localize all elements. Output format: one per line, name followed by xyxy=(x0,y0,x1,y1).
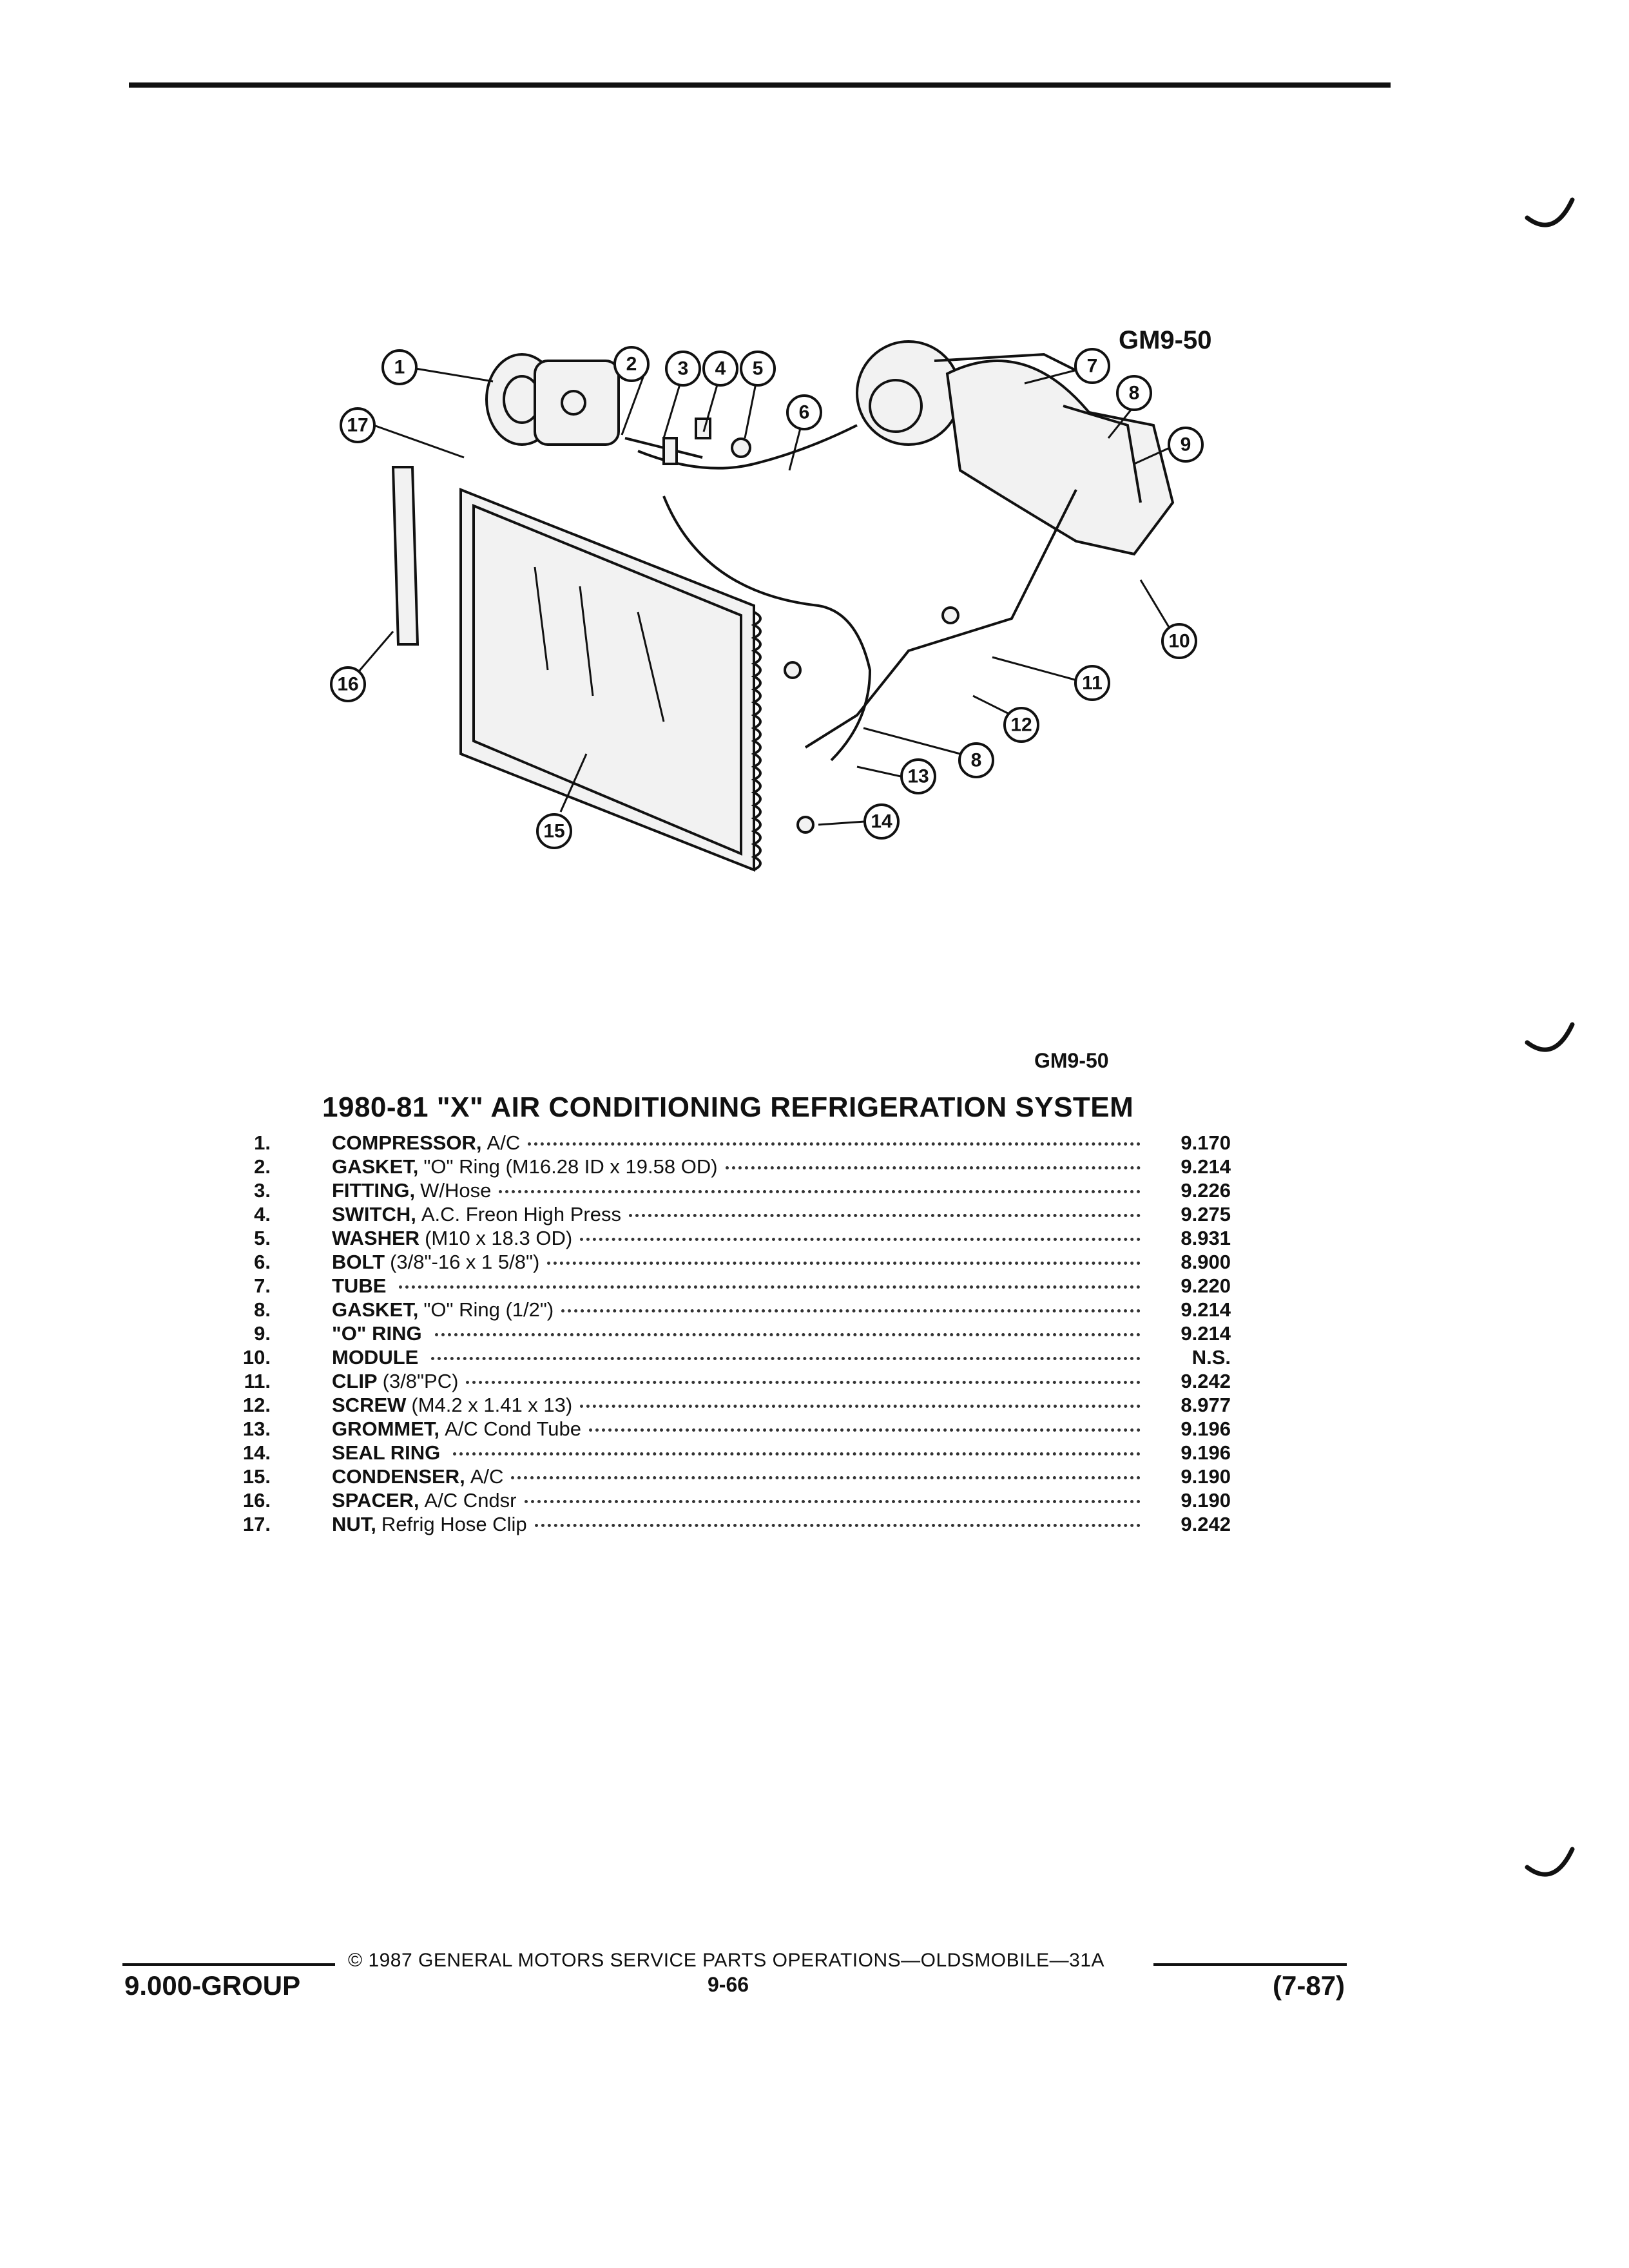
diagram-reference-code: GM9-50 xyxy=(1119,326,1212,354)
item-name: SPACER, xyxy=(332,1489,419,1512)
item-name: BOLT xyxy=(332,1251,385,1273)
item-name: CLIP xyxy=(332,1370,378,1392)
callout-label: 5 xyxy=(752,358,764,380)
parts-list-row xyxy=(213,1465,1231,1489)
parts-list xyxy=(213,1131,1231,1537)
item-detail: (M10 x 18.3 OD) xyxy=(425,1227,573,1249)
copyright-notice: © 1987 GENERAL MOTORS SERVICE PARTS OPERATIONS—OLDSMOBILE—31A xyxy=(348,1950,1105,1971)
item-name: SEAL RING xyxy=(332,1441,441,1464)
callout-4 xyxy=(704,352,737,385)
callout-label: 12 xyxy=(1010,714,1032,736)
callout-5 xyxy=(741,352,775,385)
module-illustration xyxy=(857,341,1173,554)
item-description xyxy=(332,1465,1141,1488)
item-number: 2. xyxy=(254,1155,271,1178)
item-number: 17. xyxy=(242,1513,271,1535)
item-detail: A/C xyxy=(470,1465,504,1488)
callout-label: 7 xyxy=(1086,355,1098,377)
compressor-illustration xyxy=(487,354,619,445)
parts-list-row xyxy=(213,1298,1231,1322)
parts-list-row xyxy=(213,1394,1231,1418)
item-name: GASKET, xyxy=(332,1298,419,1321)
callout-12 xyxy=(1005,708,1038,742)
item-name: COMPRESSOR, xyxy=(332,1131,482,1154)
group-number: 9.214 xyxy=(1181,1322,1231,1345)
item-detail: (3/8"-16 x 1 5/8") xyxy=(390,1251,540,1273)
item-number: 16. xyxy=(242,1489,271,1512)
item-description xyxy=(332,1394,1141,1417)
item-number: 10. xyxy=(242,1346,271,1369)
group-number: 9.214 xyxy=(1181,1155,1231,1178)
dot-leader xyxy=(629,1214,1141,1217)
callout-label: 9 xyxy=(1180,434,1191,456)
callout-15 xyxy=(537,814,571,848)
callout-label: 4 xyxy=(715,358,726,380)
callout-16 xyxy=(331,668,365,701)
item-description xyxy=(332,1251,1141,1274)
dot-leader xyxy=(528,1142,1141,1146)
dot-leader xyxy=(547,1262,1141,1265)
group-number: 9.275 xyxy=(1181,1203,1231,1225)
revision-date: (7-87) xyxy=(1273,1970,1345,2001)
parts-list-row xyxy=(213,1227,1231,1251)
dot-leader xyxy=(399,1285,1141,1289)
spacer-illustration xyxy=(393,467,418,644)
group-number: 9.242 xyxy=(1181,1513,1231,1535)
item-detail: "O" Ring (1/2") xyxy=(423,1298,554,1321)
footer-rule-right xyxy=(1153,1963,1347,1966)
group-label: 9.000-GROUP xyxy=(124,1970,301,2001)
group-number: 9.214 xyxy=(1181,1298,1231,1321)
group-number: N.S. xyxy=(1191,1346,1231,1369)
parts-list-row xyxy=(213,1513,1231,1537)
binder-mark-icon xyxy=(1522,1843,1586,1894)
group-number: 9.190 xyxy=(1181,1489,1231,1512)
item-number: 14. xyxy=(242,1441,271,1464)
item-description xyxy=(332,1489,1141,1512)
callout-label: 8 xyxy=(970,749,982,771)
item-number: 5. xyxy=(254,1227,271,1249)
callout-6 xyxy=(787,396,821,429)
item-number: 3. xyxy=(254,1179,271,1202)
group-number: 9.226 xyxy=(1181,1179,1231,1202)
item-detail: A/C Cond Tube xyxy=(445,1418,582,1440)
item-detail: W/Hose xyxy=(420,1179,492,1202)
callout-label: 2 xyxy=(626,353,637,375)
callout-label: 1 xyxy=(394,356,405,378)
dot-leader xyxy=(726,1166,1141,1169)
binder-mark-icon xyxy=(1522,1018,1586,1070)
group-number: 8.977 xyxy=(1181,1394,1231,1416)
parts-list-row xyxy=(213,1418,1231,1441)
dot-leader xyxy=(561,1309,1141,1312)
item-description xyxy=(332,1179,1141,1202)
item-detail: "O" Ring (M16.28 ID x 19.58 OD) xyxy=(423,1155,718,1178)
parts-list-row xyxy=(213,1251,1231,1274)
callout-label: 17 xyxy=(347,414,369,436)
callout-14 xyxy=(865,805,898,838)
dot-leader xyxy=(499,1190,1141,1193)
parts-list-row xyxy=(213,1322,1231,1346)
parts-list-row xyxy=(213,1441,1231,1465)
dot-leader xyxy=(431,1357,1141,1360)
callout-7 xyxy=(1075,349,1109,383)
dot-leader xyxy=(435,1333,1141,1336)
callout-label: 16 xyxy=(337,673,359,695)
item-description xyxy=(332,1370,1141,1393)
group-number: 9.242 xyxy=(1181,1370,1231,1392)
callout-label: 13 xyxy=(907,765,929,787)
group-number: 9.190 xyxy=(1181,1465,1231,1488)
item-description xyxy=(332,1322,1141,1345)
dot-leader xyxy=(453,1452,1141,1456)
parts-list-row xyxy=(213,1346,1231,1370)
top-rule xyxy=(129,82,1391,88)
item-number: 7. xyxy=(254,1274,271,1297)
parts-list-row xyxy=(213,1274,1231,1298)
item-detail: (M4.2 x 1.41 x 13) xyxy=(411,1394,573,1416)
callout-11 xyxy=(1075,666,1109,700)
group-number: 8.931 xyxy=(1181,1227,1231,1249)
item-number: 8. xyxy=(254,1298,271,1321)
item-detail: A.C. Freon High Press xyxy=(421,1203,621,1225)
dot-leader xyxy=(589,1428,1141,1432)
item-description xyxy=(332,1131,1141,1155)
exploded-parts-diagram xyxy=(303,309,1269,928)
callout-3 xyxy=(666,352,700,385)
item-number: 4. xyxy=(254,1203,271,1225)
item-description xyxy=(332,1418,1141,1441)
group-number: 9.196 xyxy=(1181,1418,1231,1440)
item-name: TUBE xyxy=(332,1274,387,1297)
parts-list-row xyxy=(213,1489,1231,1513)
item-name: NUT, xyxy=(332,1513,376,1535)
callout-8-bottom xyxy=(959,744,993,777)
group-number: 8.900 xyxy=(1181,1251,1231,1273)
callout-10 xyxy=(1162,624,1196,658)
callout-8-top xyxy=(1117,376,1151,410)
parts-list-row xyxy=(213,1131,1231,1155)
group-number: 9.170 xyxy=(1181,1131,1231,1154)
item-number: 15. xyxy=(242,1465,271,1488)
dot-leader xyxy=(525,1500,1141,1503)
item-name: GASKET, xyxy=(332,1155,419,1178)
item-number: 9. xyxy=(254,1322,271,1345)
item-name: WASHER xyxy=(332,1227,420,1249)
item-name: FITTING, xyxy=(332,1179,416,1202)
parts-list-row xyxy=(213,1203,1231,1227)
callout-9 xyxy=(1169,428,1202,461)
item-name: CONDENSER, xyxy=(332,1465,465,1488)
item-number: 6. xyxy=(254,1251,271,1273)
item-description xyxy=(332,1298,1141,1321)
callout-label: 6 xyxy=(798,401,810,423)
item-name: MODULE xyxy=(332,1346,419,1369)
item-description xyxy=(332,1203,1141,1226)
callout-13 xyxy=(901,760,935,793)
group-number: 9.220 xyxy=(1181,1274,1231,1297)
parts-list-row xyxy=(213,1155,1231,1179)
dot-leader xyxy=(580,1238,1141,1241)
page-title: 1980-81 "X" AIR CONDITIONING REFRIGERATION SYSTEM xyxy=(322,1091,1134,1123)
parts-list-row xyxy=(213,1179,1231,1203)
dot-leader xyxy=(466,1381,1141,1384)
dot-leader xyxy=(511,1476,1141,1479)
callout-label: 11 xyxy=(1082,672,1103,694)
callout-17 xyxy=(341,408,374,442)
item-detail: A/C Cndsr xyxy=(424,1489,517,1512)
item-number: 12. xyxy=(242,1394,271,1416)
callout-label: 8 xyxy=(1128,382,1140,404)
dot-leader xyxy=(535,1524,1141,1527)
item-name: "O" RING xyxy=(332,1322,422,1345)
figure-reference-code: GM9-50 xyxy=(1034,1049,1109,1072)
parts-list-row xyxy=(213,1370,1231,1394)
item-description xyxy=(332,1227,1141,1250)
item-detail: (3/8"PC) xyxy=(382,1370,459,1392)
binder-mark-icon xyxy=(1522,193,1586,245)
item-name: GROMMET, xyxy=(332,1418,440,1440)
item-number: 11. xyxy=(244,1370,271,1392)
callout-label: 3 xyxy=(677,358,689,380)
group-number: 9.196 xyxy=(1181,1441,1231,1464)
item-description xyxy=(332,1513,1141,1536)
callout-label: 14 xyxy=(871,811,892,832)
item-description xyxy=(332,1274,1141,1298)
callout-2 xyxy=(615,347,648,381)
condenser-illustration xyxy=(461,490,760,870)
page-number: 9-66 xyxy=(708,1973,749,1996)
item-number: 13. xyxy=(242,1418,271,1440)
item-detail: A/C xyxy=(487,1131,521,1154)
item-description xyxy=(332,1346,1141,1369)
item-description xyxy=(332,1441,1141,1465)
item-name: SCREW xyxy=(332,1394,407,1416)
callout-1 xyxy=(383,351,416,384)
item-description xyxy=(332,1155,1141,1178)
item-name: SWITCH, xyxy=(332,1203,416,1225)
callout-label: 15 xyxy=(543,820,565,842)
callout-label: 10 xyxy=(1168,630,1190,652)
footer-rule-left xyxy=(122,1963,335,1966)
dot-leader xyxy=(580,1405,1141,1408)
item-number: 1. xyxy=(254,1131,271,1154)
item-detail: Refrig Hose Clip xyxy=(381,1513,527,1535)
